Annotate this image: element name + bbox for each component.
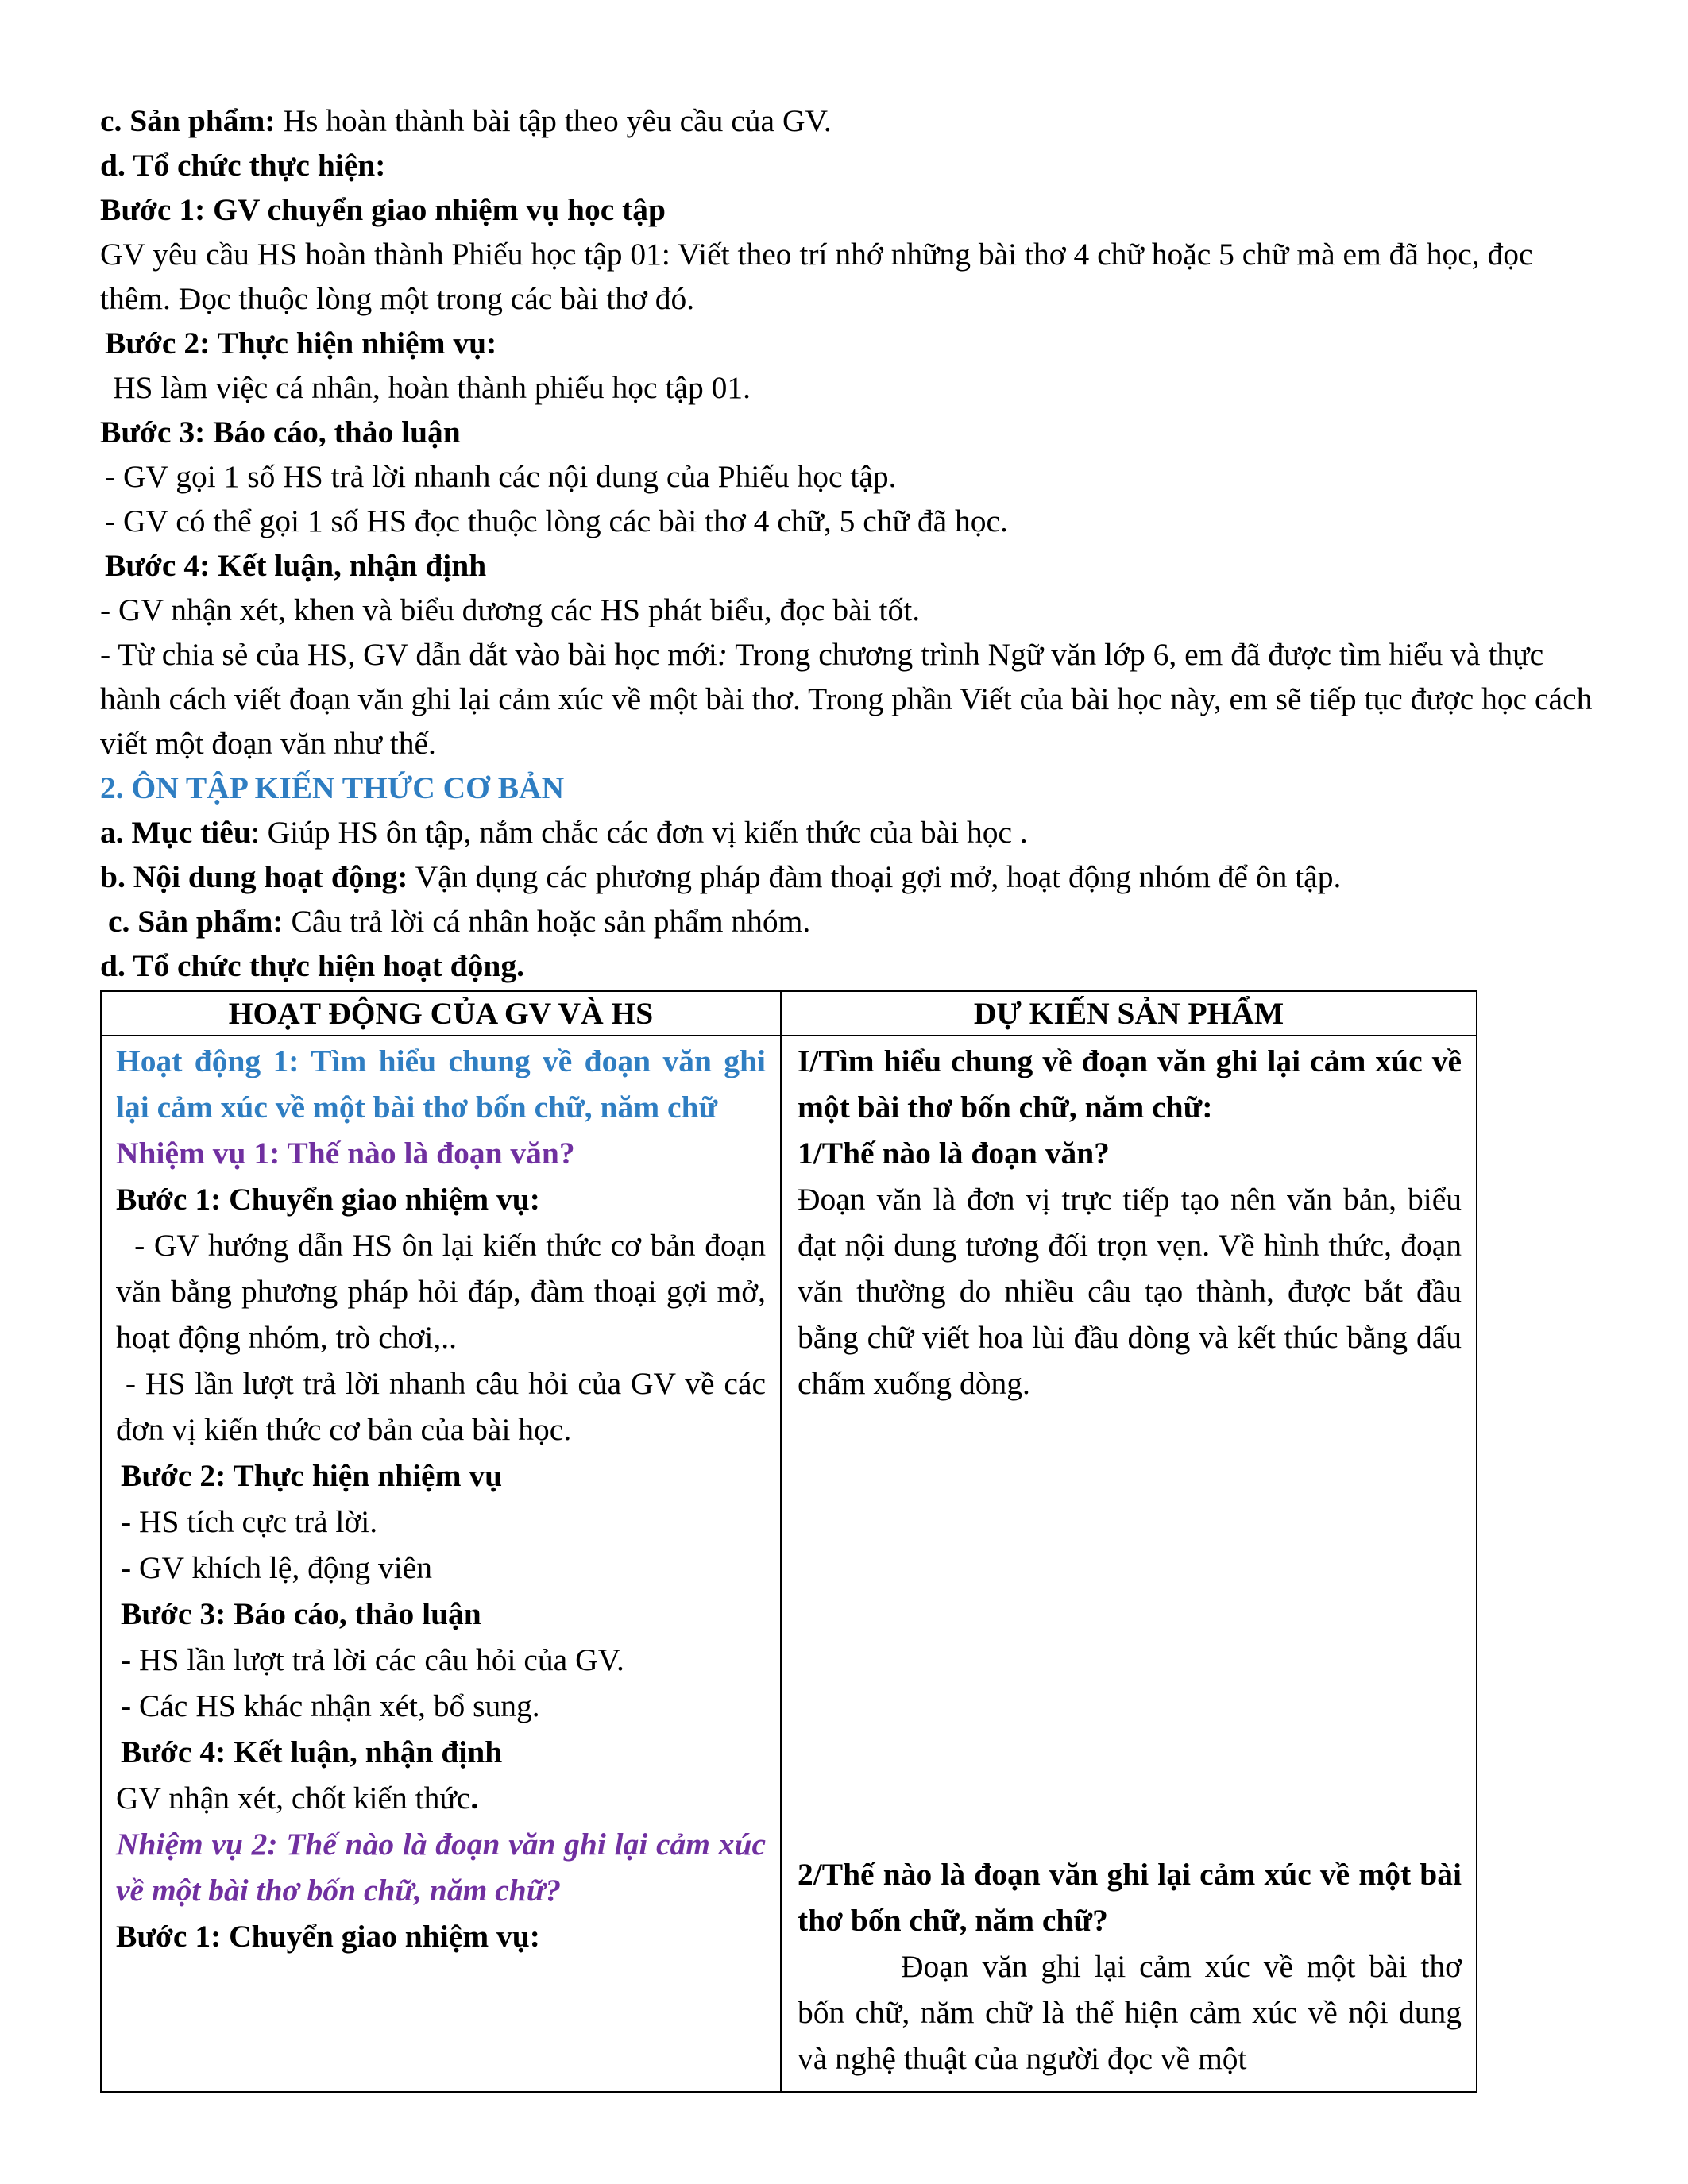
section-heading: 2. ÔN TẬP KIẾN THỨC CƠ BẢN bbox=[100, 770, 565, 805]
intro-buoc2-title: Bước 2: Thực hiện nhiệm vụ: bbox=[105, 326, 497, 361]
document-body bbox=[100, 98, 1593, 988]
product-section-title: I/Tìm hiểu chung về đoạn văn ghi lại cảm xúc về một bài thơ bốn chữ, năm chữ: bbox=[798, 1044, 1462, 1125]
task-1-title: Nhiệm vụ 1: Thế nào là đoạn văn? bbox=[116, 1136, 575, 1171]
product-question-1: 1/Thế nào là đoạn văn? bbox=[798, 1136, 1110, 1171]
task1-step2-title: Bước 2: Thực hiện nhiệm vụ bbox=[121, 1458, 503, 1493]
intro-to-chuc: d. Tổ chức thực hiện: bbox=[100, 148, 386, 183]
product-answer-2: Đoạn văn ghi lại cảm xúc về một bài thơ bốn chữ, năm chữ là thể hiện cảm xúc về nội dung và nghệ thuật của người đọc về một bbox=[798, 1949, 1462, 2076]
header-activities: HOẠT ĐỘNG CỦA GV VÀ HS bbox=[101, 991, 781, 1036]
task1-step3-title: Bước 3: Báo cáo, thảo luận bbox=[121, 1596, 481, 1631]
intro-buoc3-line1: - GV gọi 1 số HS trả lời nhanh các nội dung của Phiếu học tập. bbox=[105, 459, 897, 494]
section-noi-dung: b. Nội dung hoạt động: Vận dụng các phương pháp đàm thoại gợi mở, hoạt động nhóm để ôn tập. bbox=[100, 859, 1342, 894]
activity-1-title: Hoạt động 1: Tìm hiểu chung về đoạn văn ghi lại cảm xúc về một bài thơ bốn chữ, năm chữ bbox=[116, 1044, 766, 1125]
activity-table bbox=[100, 990, 1477, 2093]
intro-buoc1-title: Bước 1: GV chuyển giao nhiệm vụ học tập bbox=[100, 192, 666, 227]
task1-step1-line1: - GV hướng dẫn HS ôn lại kiến thức cơ bản đoạn văn bằng phương pháp hỏi đáp, đàm thoại gợi mở, hoạt động nhóm, trò chơi,.. bbox=[116, 1228, 774, 1355]
task2-step1-title: Bước 1: Chuyển giao nhiệm vụ: bbox=[116, 1919, 540, 1954]
task1-step2-line2: - GV khích lệ, động viên bbox=[121, 1550, 433, 1585]
activities-cell bbox=[101, 1036, 781, 2092]
product-spacer bbox=[798, 1406, 1462, 1851]
intro-buoc2-text: HS làm việc cá nhân, hoàn thành phiếu học tập 01. bbox=[113, 370, 751, 405]
task1-step2-line1: - HS tích cực trả lời. bbox=[121, 1504, 378, 1539]
product-question-2: 2/Thế nào là đoạn văn ghi lại cảm xúc về một bài thơ bốn chữ, năm chữ? bbox=[798, 1857, 1462, 1938]
intro-buoc4-title: Bước 4: Kết luận, nhận định bbox=[105, 548, 487, 583]
intro-buoc1-text: GV yêu cầu HS hoàn thành Phiếu học tập 01: Viết theo trí nhớ những bài thơ 4 chữ hoặc 5 chữ mà em đã học, đọc thêm. Đọc thuộc lòng một trong các bài thơ đó. bbox=[100, 237, 1533, 316]
intro-buoc4-line2: - Từ chia sẻ của HS, GV dẫn dắt vào bài học mới: Trong chương trình Ngữ văn lớp 6, em đã được tìm hiểu và thực hành cách viết đoạn văn ghi lại cảm xúc về một bài thơ. Trong phần Viết của bài học này, em sẽ tiếp tục được học cách viết một đoạn văn như thế. bbox=[100, 637, 1593, 761]
intro-buoc3-line2: - GV có thể gọi 1 số HS đọc thuộc lòng các bài thơ 4 chữ, 5 chữ đã học. bbox=[105, 504, 1008, 538]
section-san-pham: c. Sản phẩm: Câu trả lời cá nhân hoặc sản phẩm nhóm. bbox=[108, 904, 811, 939]
intro-buoc3-title: Bước 3: Báo cáo, thảo luận bbox=[100, 415, 461, 450]
table-body-row bbox=[101, 1036, 1477, 2092]
header-products: DỰ KIẾN SẢN PHẨM bbox=[781, 991, 1477, 1036]
intro-buoc4-line1: - GV nhận xét, khen và biểu dương các HS phát biểu, đọc bài tốt. bbox=[100, 592, 921, 627]
products-cell bbox=[781, 1036, 1477, 2092]
section-muc-tieu: a. Mục tiêu: Giúp HS ôn tập, nắm chắc các đơn vị kiến thức của bài học . bbox=[100, 815, 1028, 850]
task-2-title: Nhiệm vụ 2: Thế nào là đoạn văn ghi lại cảm xúc về một bài thơ bốn chữ, năm chữ? bbox=[116, 1827, 766, 1908]
product-answer-1: Đoạn văn là đơn vị trực tiếp tạo nên văn bản, biểu đạt nội dung tương đối trọn vẹn. Về hình thức, đoạn văn thường do nhiều câu tạo thành, được bắt đầu bằng chữ viết hoa lùi đầu dòng và kết thúc bằng dấu chấm xuống dòng. bbox=[798, 1182, 1462, 1401]
intro-san-pham: c. Sản phẩm: Hs hoàn thành bài tập theo yêu cầu của GV. bbox=[100, 103, 832, 138]
task1-step4-title: Bước 4: Kết luận, nhận định bbox=[121, 1734, 503, 1769]
task1-step3-line2: - Các HS khác nhận xét, bổ sung. bbox=[121, 1688, 540, 1723]
task1-step1-line2: - HS lần lượt trả lời nhanh câu hỏi của GV về các đơn vị kiến thức cơ bản của bài học. bbox=[116, 1366, 774, 1447]
task1-step3-line1: - HS lần lượt trả lời các câu hỏi của GV. bbox=[121, 1642, 624, 1677]
task1-step1-title: Bước 1: Chuyển giao nhiệm vụ: bbox=[116, 1182, 540, 1217]
table-header-row bbox=[101, 991, 1477, 1036]
section-to-chuc: d. Tổ chức thực hiện hoạt động. bbox=[100, 948, 524, 983]
task1-step4-text: GV nhận xét, chốt kiến thức. bbox=[116, 1781, 479, 1815]
